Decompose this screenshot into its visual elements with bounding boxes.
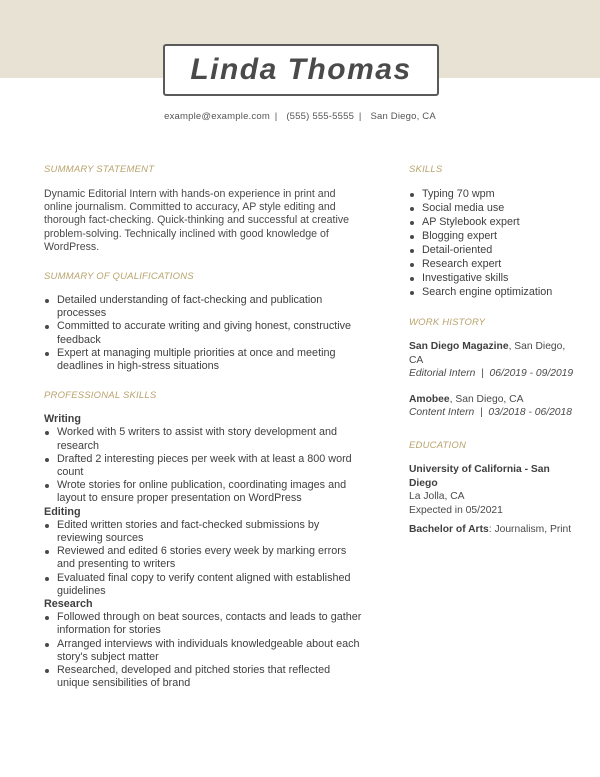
list-item: Researched, developed and pitched stories that reflected unique sensibilities of brand — [44, 664, 364, 690]
job-employer: Amobee — [409, 393, 450, 405]
list-item: Drafted 2 interesting pieces per week with at least a 800 word count — [44, 453, 364, 479]
skill-group-title: Research — [44, 598, 93, 611]
list-item: Worked with 5 writers to assist with story development and research — [44, 426, 364, 452]
list-item: Social media use — [409, 201, 574, 215]
degree: Bachelor of Arts — [409, 524, 489, 536]
list-item: Committed to accurate writing and giving honest, constructive feedback — [44, 320, 364, 346]
list-item: Wrote stories for online publication, coordinating images and layout to ensure proper presentation on WordPress — [44, 479, 364, 505]
list-item: Research expert — [409, 257, 574, 271]
school-name: University of California - San Diego — [409, 463, 550, 489]
job-employer: San Diego Magazine — [409, 341, 509, 352]
job-entry — [409, 340, 574, 381]
list-item: Typing 70 wpm — [409, 187, 574, 201]
contact-phone: (555) 555-5555 — [286, 111, 355, 122]
list-item: Evaluated final copy to verify content aligned with established guidelines — [44, 572, 364, 598]
contact-separator: | — [274, 111, 278, 122]
list-item: Detail-oriented — [409, 243, 574, 257]
list-item: Edited written stories and fact-checked submissions by reviewing sources — [44, 519, 364, 545]
contact-email[interactable]: example@example.com — [164, 111, 270, 122]
list-item: Detailed understanding of fact-checking and publication processes — [44, 294, 364, 320]
right-column — [409, 164, 574, 537]
list-item: AP Stylebook expert — [409, 215, 574, 229]
skill-group-title: Editing — [44, 505, 81, 518]
education-entry — [409, 463, 574, 537]
candidate-name: Linda Thomas — [190, 53, 412, 86]
section-title: SKILLS — [409, 164, 443, 175]
job-location: , San Diego, CA — [409, 341, 566, 366]
job-location: , San Diego, CA — [449, 393, 524, 405]
list-item: Followed through on beat sources, contacts and leads to gather information for stories — [44, 611, 364, 637]
education-section — [409, 440, 574, 537]
job-role: Editorial Intern | 06/2019 - 09/2019 — [409, 368, 574, 380]
summary-section — [44, 164, 364, 254]
list-item: Investigative skills — [409, 271, 574, 285]
work-history-section — [409, 317, 574, 420]
school-location: La Jolla, CA — [409, 491, 465, 503]
list-item: Blogging expert — [409, 229, 574, 243]
section-title: SUMMARY OF QUALIFICATIONS — [44, 271, 194, 283]
job-entry — [409, 393, 574, 420]
contact-separator: | — [358, 111, 362, 122]
section-title: SUMMARY STATEMENT — [44, 164, 155, 175]
qualifications-section — [44, 271, 364, 373]
skills-section — [409, 164, 574, 299]
skill-group-list — [44, 519, 364, 598]
list-item: Reviewed and edited 6 stories every week by marking errors and presenting to writers — [44, 545, 364, 571]
graduation-date: Expected in 05/2021 — [409, 504, 503, 516]
job-role: Content Intern | 03/2018 - 06/2018 — [409, 407, 572, 419]
skill-group-list — [44, 426, 364, 505]
skill-group-list — [44, 611, 364, 690]
section-title: WORK HISTORY — [409, 317, 486, 328]
skills-list — [409, 187, 574, 299]
contact-location: San Diego, CA — [370, 111, 436, 122]
qualifications-list — [44, 294, 364, 373]
skill-group-title: Writing — [44, 413, 81, 426]
section-title: PROFESSIONAL SKILLS — [44, 390, 157, 402]
degree-line — [409, 523, 574, 537]
list-item: Arranged interviews with individuals knowledgeable about each story's subject matter — [44, 638, 364, 664]
section-title: EDUCATION — [409, 439, 467, 451]
name-box — [163, 44, 439, 96]
degree-field: : Journalism, Print — [488, 524, 572, 536]
contact-line — [0, 111, 600, 122]
left-column — [44, 164, 364, 691]
list-item: Search engine optimization — [409, 285, 574, 299]
professional-skills-section — [44, 390, 364, 690]
summary-text: Dynamic Editorial Intern with hands-on experience in print and online journalism. Committed to accuracy, AP style editing and thorough fact-checking. Quick-thinking and successful at creative problem-solving. Technically inclined with good knowledge of WordPress. — [44, 188, 350, 253]
list-item: Expert at managing multiple priorities at once and meeting deadlines in high-stress situations — [44, 347, 364, 373]
